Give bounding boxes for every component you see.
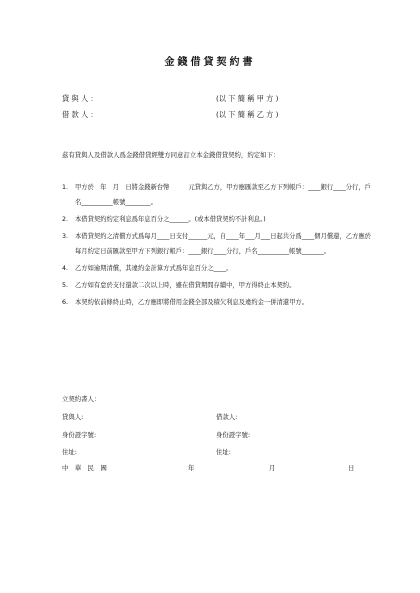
intro-paragraph: 茲有貸與人及借款人爲金錢借貸經雙方同意訂立本金錢借貸契約，約定如下： [62,151,280,159]
clause-item [62,180,372,210]
borrower-note: (以 下 簡 稱 乙 方 ) [216,110,279,119]
lender-label: 貸 與 人 ： [62,94,98,103]
clause-item [62,278,372,293]
lender-signature-label: 貸與人: [62,413,84,421]
date-month: 月 [269,464,276,472]
lender-address-label: 住址: [62,448,77,456]
borrower-signature-label: 借款人: [216,413,238,421]
borrower-address-label: 住址: [216,448,231,456]
clause-item [62,261,372,276]
clause-text: 本借貸契約之清償方式爲每月____日支付______元，自____年___月___日起共分爲____個月償還，乙方應於每月約定日前匯款至甲方下列銀行帳戶：____銀行____分行，戶名__________帳號_______。 [75,233,371,255]
clause-item [62,295,372,310]
signatories-heading: 立契約書人： [62,395,101,403]
clause-number: 6. [62,299,69,306]
date-day: 日 [348,464,355,472]
borrower-id-label: 身份證字號: [216,431,251,439]
date-line [62,463,362,473]
lender-note: (以 下 簡 稱 甲 方 ) [216,94,279,103]
lender-id-label: 身份證字號: [62,431,97,439]
clause-text: 本借貸契約約定利息爲年息百分之______。(或本借貸契約不計利息。) [75,216,266,223]
document-title: 金錢借貸契約書 [164,57,256,68]
clause-number: 1. [62,184,69,191]
borrower-label: 借 款 人 ： [62,110,98,119]
clause-list [62,180,372,312]
clause-text: 甲方於 年 月 日將金錢新台幣 元貸與乙方，甲方應匯款至乙方下列帳戶：____銀行____分行，戶名__________帳號________。 [75,184,371,206]
date-year: 年 [188,464,195,472]
clause-item [62,212,372,227]
date-era: 中 華 民 國 [62,464,107,472]
clause-text: 乙方如逾期清償，其違約金計算方式爲年息百分之____。 [75,265,233,272]
clause-number: 3. [62,233,69,240]
clause-number: 5. [62,282,69,289]
clause-text: 本契約依前條終止時，乙方應即將借用金錢全部及積欠利息及違約金一併清還甲方。 [75,299,308,306]
clause-number: 4. [62,265,69,272]
clause-item [62,229,372,259]
clause-text: 乙方如有怠於支付還款二次以上時，雖在借貸期間存續中，甲方得終止本契約。 [75,282,296,289]
clause-number: 2. [62,216,69,223]
